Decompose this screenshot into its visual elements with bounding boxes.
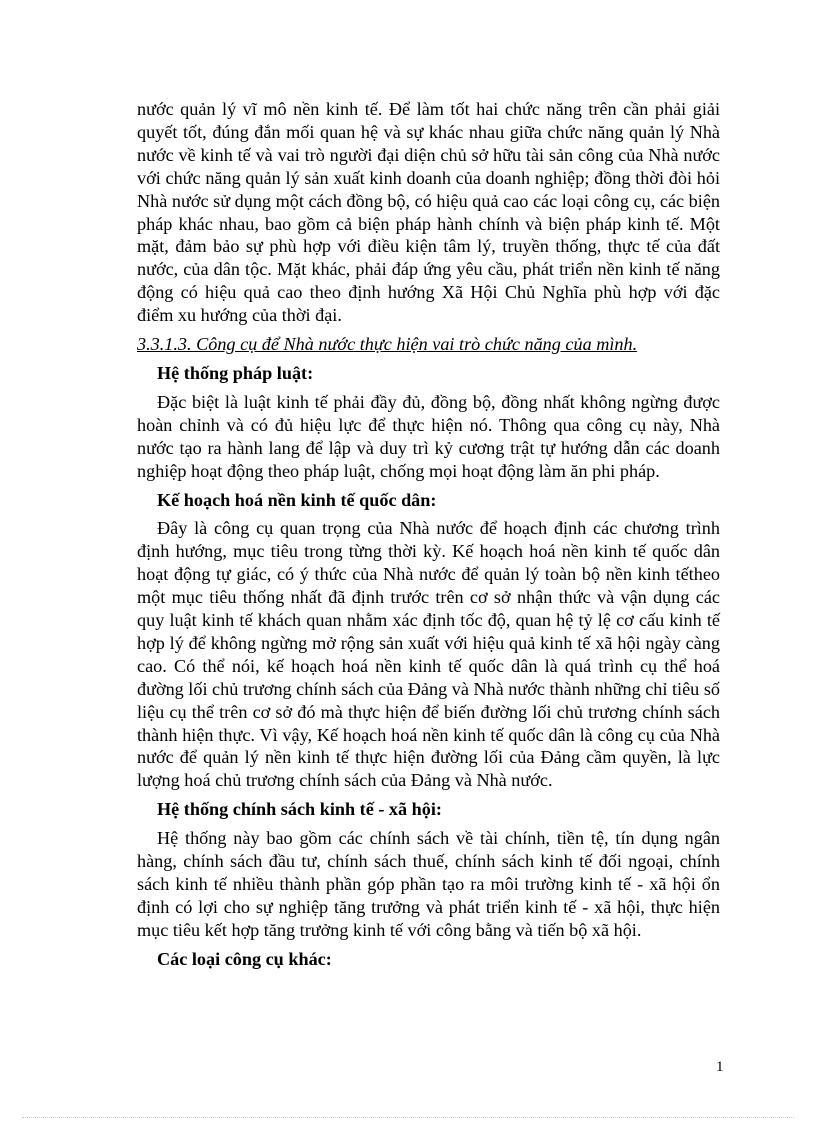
intro-paragraph: nước quản lý vĩ mô nền kinh tế. Để làm tốt hai chức năng trên cần phải giải quyết tốt, đúng đắn mối quan hệ và sự khác nhau giữa chức năng quản lý Nhà nước về kinh tế và vai trò người đại diện chủ sở hữu tài sản công của Nhà nước với chức năng quản lý sản xuất kinh doanh của doanh nghiệp; đồng thời đòi hỏi Nhà nước sử dụng một cách đồng bộ, có hiệu quả cao các loại công cụ, các biện pháp khác nhau, bao gồm cả biện pháp hành chính và biện pháp kinh tế. Một mặt, đảm bảo sự phù hợp với điều kiện tâm lý, truyền thống, thực tế của đất nước, của dân tộc. Mặt khác, phải đáp ứng yêu cầu, phát triển nền kinh tế năng động có hiệu quả cao theo định hướng Xã Hội Chủ Nghĩa phù hợp với đặc điểm xu hướng của thời đại.: [137, 99, 720, 326]
page-bottom-divider: [22, 1117, 794, 1118]
section-title: 3.3.1.3. Công cụ để Nhà nước thực hiện vai trò chức năng của mình.: [137, 334, 638, 355]
heading-legal-system: Hệ thống pháp luật:: [157, 362, 314, 383]
heading-other-tools: Các loại công cụ khác:: [157, 948, 332, 969]
heading-economic-planning: Kế hoạch hoá nền kinh tế quốc dân:: [157, 489, 437, 510]
paragraph-economic-planning: Đây là công cụ quan trọng của Nhà nước để hoạch định các chương trình định hướng, mục tiêu trong từng thời kỳ. Kế hoạch hoá nền kinh tế quốc dân hoạt động tự giác, có ý thức của Nhà nước để quản lý toàn bộ nền kinh tếtheo một mục tiêu thống nhất đã định trước trên cơ sở nhận thức và vận dụng các quy luật kinh tế khách quan nhằm xác định tốc độ, quan hệ tỷ lệ cơ cấu kinh tế hợp lý để không ngừng mở rộng sản xuất với hiệu quả kinh tế xã hội ngày càng cao. Có thể nói, kế hoạch hoá nền kinh tế quốc dân là quá trình cụ thể hoá đường lối chủ trương chính sách của Đảng và Nhà nước thành những chỉ tiêu số liệu cụ thể trên cơ sở đó mà thực hiện để biến đường lối chủ trương chính sách thành hiện thực. Vì vậy, Kế hoạch hoá nền kinh tế quốc dân là công cụ của Nhà nước để quản lý nền kinh tế thực hiện đường lối của Đảng cầm quyền, là lực lượng hoá chủ trương chính sách của Đảng và Nhà nước.: [137, 518, 720, 791]
page-number: 1: [716, 1059, 724, 1075]
paragraph-socio-economic-policy: Hệ thống này bao gồm các chính sách về tài chính, tiền tệ, tín dụng ngân hàng, chính sách đầu tư, chính sách thuế, chính sách kinh tế đối ngoại, chính sách kinh tế nhiều thành phần góp phần tạo ra môi trường kinh tế - xã hội ổn định có lợi cho sự nghiệp tăng trưởng và phát triển kinh tế - xã hội, thực hiện mục tiêu kết hợp tăng trưởng kinh tế với công bằng và tiến bộ xã hội.: [137, 828, 720, 940]
paragraph-legal-system: Đặc biệt là luật kinh tế phải đầy đủ, đồng bộ, đồng nhất không ngừng được hoàn chỉnh và có đủ hiệu lực để thực hiện nó. Thông qua công cụ này, Nhà nước tạo ra hành lang để lập và duy trì kỷ cương trật tự hướng dẫn các doanh nghiệp hoạt động theo pháp luật, chống mọi hoạt động làm ăn phi pháp.: [137, 391, 720, 481]
document-body: [137, 98, 720, 977]
heading-socio-economic-policy: Hệ thống chính sách kinh tế - xã hội:: [157, 799, 442, 820]
